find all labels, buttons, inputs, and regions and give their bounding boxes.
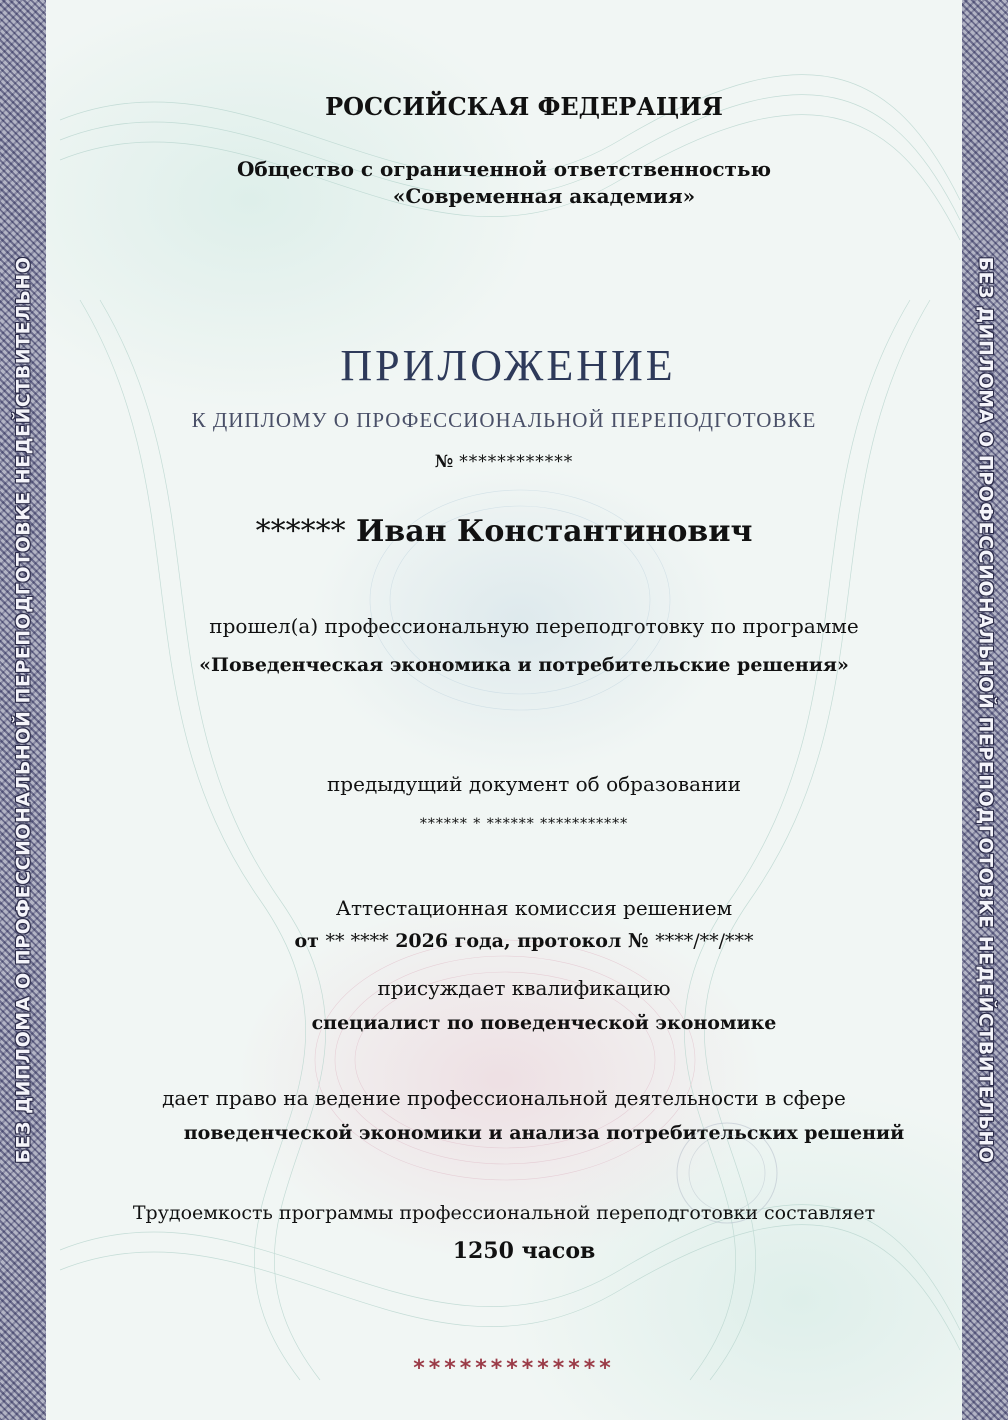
country-heading: РОССИЙСКАЯ ФЕДЕРАЦИЯ <box>325 92 723 121</box>
decision-rest: 2026 года, протокол № <box>395 930 649 952</box>
document-title: ПРИЛОЖЕНИЕ <box>340 341 676 390</box>
workload-intro: Трудоемкость программы профессиональной переподготовки составляет <box>132 1202 876 1224</box>
holder-name <box>0 514 1008 549</box>
document-subtitle: К ДИПЛОМУ О ПРОФЕССИОНАЛЬНОЙ ПЕРЕПОДГОТОВКЕ <box>191 408 817 432</box>
protocol-number: ****/**/*** <box>655 930 754 952</box>
program-intro: прошел(а) профессиональную переподготовку по программе <box>209 614 859 638</box>
document-serial: ************* <box>413 1356 615 1381</box>
number-value: ************ <box>459 452 574 472</box>
commission-decision <box>0 930 1008 952</box>
rights-intro: дает право на ведение профессиональной деятельности в сфере <box>162 1086 846 1110</box>
workload-hours: 1250 часов <box>452 1238 596 1264</box>
awards-qualification-text: присуждает квалификацию <box>377 976 671 1000</box>
decision-date-masked: ** **** <box>325 930 389 952</box>
holder-given-name: Иван Константинович <box>356 514 753 549</box>
decision-prefix: от <box>294 930 319 952</box>
organization-line-2: «Современная академия» <box>392 184 696 208</box>
right-border-text: БЕЗ ДИПЛОМА О ПРОФЕССИОНАЛЬНОЙ ПЕРЕПОДГОТОВКЕ НЕДЕЙСТВИТЕЛЬНО <box>974 256 996 1164</box>
program-name: «Поведенческая экономика и потребительские решения» <box>199 654 849 676</box>
organization-line-1: Общество с ограниченной ответственностью <box>236 157 772 181</box>
previous-document-value: ****** * ****** *********** <box>419 816 629 832</box>
commission-intro: Аттестационная комиссия решением <box>335 896 733 920</box>
holder-surname: ****** <box>255 514 346 549</box>
rights-sphere: поведенческой экономики и анализа потребительских решений <box>183 1122 905 1144</box>
number-label: № <box>434 452 454 472</box>
left-border-text: БЕЗ ДИПЛОМА О ПРОФЕССИОНАЛЬНОЙ ПЕРЕПОДГОТОВКЕ НЕДЕЙСТВИТЕЛЬНО <box>12 256 34 1164</box>
qualification: специалист по поведенческой экономике <box>311 1012 777 1034</box>
appendix-number <box>0 452 1008 472</box>
previous-document-label: предыдущий документ об образовании <box>326 772 742 796</box>
